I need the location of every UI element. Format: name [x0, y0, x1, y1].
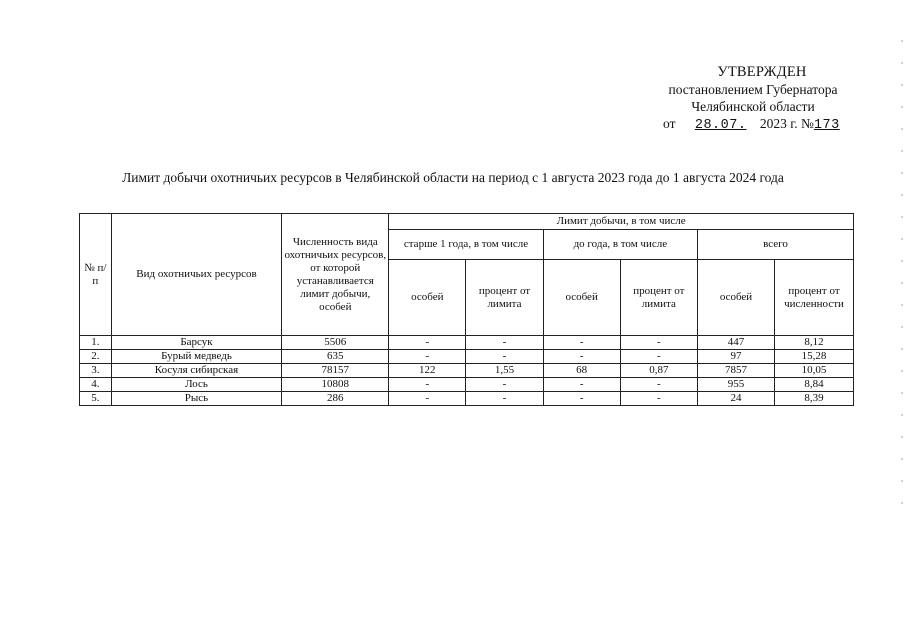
approval-line-1: постановлением Губернатора: [668, 82, 838, 97]
header-over-1-year: старше 1 года, в том числе: [389, 230, 543, 260]
approval-heading: УТВЕРЖДЕН: [717, 64, 807, 80]
cell-num: 2.: [80, 350, 112, 364]
cell-num: 1.: [80, 336, 112, 350]
table-row: [80, 350, 854, 364]
header-over-individuals: особей: [389, 260, 466, 336]
cell-species: Барсук: [111, 336, 281, 350]
header-over-pct: процент от лимита: [466, 260, 543, 336]
cell-under-individuals: 68: [543, 364, 620, 378]
table-row: [80, 378, 854, 392]
cell-total-pct: 8,39: [775, 392, 854, 406]
document-title: Лимит добычи охотничьих ресурсов в Челябинской области на период с 1 августа 2023 года до 1 августа 2024 года: [122, 170, 784, 185]
cell-species: Лось: [111, 378, 281, 392]
header-num: № п/п: [80, 214, 112, 336]
cell-total-pct: 15,28: [775, 350, 854, 364]
header-total-individuals: особей: [698, 260, 775, 336]
cell-num: 5.: [80, 392, 112, 406]
header-under-1-year: до года, в том числе: [543, 230, 697, 260]
header-total: всего: [698, 230, 854, 260]
cell-under-pct: -: [620, 350, 697, 364]
approval-number: 173: [813, 118, 840, 133]
cell-under-individuals: -: [543, 350, 620, 364]
header-total-pct: процент от численности: [775, 260, 854, 336]
cell-total-individuals: 24: [698, 392, 775, 406]
cell-total-individuals: 955: [698, 378, 775, 392]
cell-under-pct: 0,87: [620, 364, 697, 378]
approval-date: 28.07.: [694, 118, 747, 133]
cell-over-pct: -: [466, 392, 543, 406]
cell-species: Косуля сибирская: [111, 364, 281, 378]
cell-total-individuals: 97: [698, 350, 775, 364]
cell-species: Бурый медведь: [111, 350, 281, 364]
table-row: [80, 336, 854, 350]
approval-line-2: Челябинской области: [691, 99, 815, 114]
table-row: [80, 364, 854, 378]
cell-under-individuals: -: [543, 392, 620, 406]
header-population: Численность вида охотничьих ресурсов, от которой устанавливается лимит добычи, особей: [282, 214, 389, 336]
cell-total-individuals: 447: [698, 336, 775, 350]
cell-under-pct: -: [620, 378, 697, 392]
date-prefix: от: [663, 116, 676, 131]
cell-over-individuals: 122: [389, 364, 466, 378]
cell-population: 78157: [282, 364, 389, 378]
cell-population: 635: [282, 350, 389, 364]
cell-species: Рысь: [111, 392, 281, 406]
cell-over-pct: -: [466, 378, 543, 392]
cell-over-pct: -: [466, 350, 543, 364]
cell-total-pct: 8,12: [775, 336, 854, 350]
cell-over-pct: -: [466, 336, 543, 350]
year-text: 2023 г. №: [759, 116, 814, 131]
table-row: [80, 392, 854, 406]
cell-total-pct: 10,05: [775, 364, 854, 378]
approval-stamp: [640, 64, 866, 134]
limits-table: [79, 213, 854, 406]
cell-population: 286: [282, 392, 389, 406]
cell-under-pct: -: [620, 336, 697, 350]
cell-num: 4.: [80, 378, 112, 392]
header-under-individuals: особей: [543, 260, 620, 336]
header-under-pct: процент от лимита: [620, 260, 697, 336]
scan-edge-artifact: [900, 30, 904, 510]
cell-under-pct: -: [620, 392, 697, 406]
cell-over-pct: 1,55: [466, 364, 543, 378]
cell-population: 5506: [282, 336, 389, 350]
cell-num: 3.: [80, 364, 112, 378]
cell-population: 10808: [282, 378, 389, 392]
header-species: Вид охотничьих ресурсов: [111, 214, 281, 336]
cell-over-individuals: -: [389, 378, 466, 392]
approval-date-line: [640, 115, 866, 134]
cell-over-individuals: -: [389, 350, 466, 364]
cell-total-individuals: 7857: [698, 364, 775, 378]
cell-total-pct: 8,84: [775, 378, 854, 392]
cell-over-individuals: -: [389, 336, 466, 350]
header-limit-group: Лимит добычи, в том числе: [389, 214, 854, 230]
cell-over-individuals: -: [389, 392, 466, 406]
cell-under-individuals: -: [543, 378, 620, 392]
cell-under-individuals: -: [543, 336, 620, 350]
